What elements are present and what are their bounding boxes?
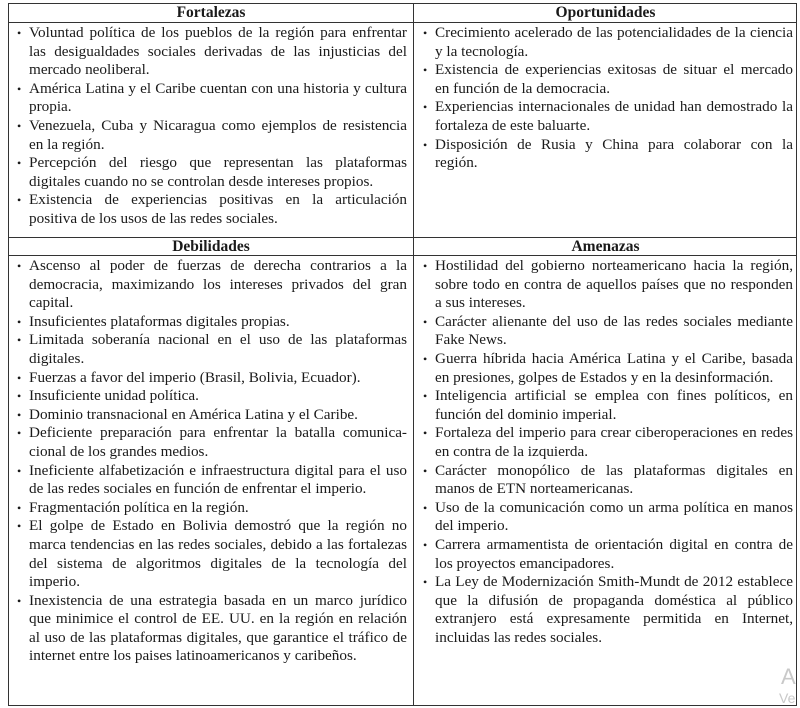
bullet-icon: • xyxy=(423,259,428,273)
swot-table xyxy=(8,3,797,706)
list-amenazas xyxy=(421,257,793,647)
list-item-text: Carácter monopólico de las plataformas digitales en manos de ETN norteamericanas. xyxy=(435,461,793,498)
list-item xyxy=(421,573,793,647)
bullet-icon: • xyxy=(17,81,22,96)
list-item-text: Carrera armamentista de orientación digital en contra de los proyectos emancipadores. xyxy=(435,535,793,572)
list-item-text: Crecimiento acelerado de las potencialidades de la ciencia y la tecnología. xyxy=(435,24,793,60)
bullet-icon: • xyxy=(423,389,428,404)
list-debilidades xyxy=(15,257,407,666)
bullet-icon: • xyxy=(17,118,22,133)
list-item xyxy=(15,499,407,518)
list-item-text: Inexistencia de una estrategia basada en un marco jurídico que minimice el control de EE. UU. en la región en relación al uso de las plataformas digitales, que garantice el tráfico de internet entre los paises latinoamericanos y caribeños. xyxy=(29,591,407,665)
list-item-text: Venezuela, Cuba y Nicaragua como ejemplos de resistencia en la región. xyxy=(29,116,407,153)
list-item-text: Voluntad política de los pueblos de la región para enfrentar las desigualdades sociales derivadas de las injusticias del mercado neoliberal. xyxy=(29,24,407,79)
list-item-text: Ineficiente alfabetización e infraestructura digital para el uso de las redes sociales en función de enfrentar el imperio. xyxy=(29,461,407,498)
list-item-text: Insuficiente unidad política. xyxy=(29,387,199,405)
bullet-icon: • xyxy=(423,63,428,78)
list-item xyxy=(421,387,793,424)
cell-debilidades xyxy=(15,257,407,666)
list-item xyxy=(15,154,407,191)
list-item xyxy=(15,387,407,406)
list-item-text: América Latina y el Caribe cuentan con una historia y cultura propia. xyxy=(29,79,407,116)
list-item-text: Ascenso al poder de fuerzas de derecha contrarios a la democracia, maximizando los intereses privados del gran capital. xyxy=(29,257,407,312)
list-item-text: Percepción del riesgo que representan las plataformas digitales cuando no se controlan desde intereses propios. xyxy=(29,154,407,190)
list-item xyxy=(421,136,793,173)
bullet-icon: • xyxy=(423,314,428,329)
list-item-text: El golpe de Estado en Bolivia demostró que la región no marca tendencias en las redes sociales, debido a las fortalezas del sistema de algoritmos digitales de la tecnología del imperio. xyxy=(29,517,407,591)
list-item-text: Hostilidad del gobierno norteamericano hacia la región, sobre todo en contra de aquellos países que no responden a sus intereses. xyxy=(435,257,793,312)
list-item xyxy=(421,350,793,387)
list-item xyxy=(15,24,407,80)
list-item-text: Existencia de experiencias positivas en la articulación positiva de los usos de las redes sociales. xyxy=(29,191,407,227)
header-oportunidades: Oportunidades xyxy=(555,4,656,21)
cell-amenazas xyxy=(421,257,793,647)
header-amenazas: Amenazas xyxy=(571,238,640,255)
list-item xyxy=(421,462,793,499)
bullet-icon: • xyxy=(423,100,428,115)
list-item xyxy=(15,369,407,388)
list-item xyxy=(15,517,407,591)
cell-fortalezas xyxy=(15,24,407,229)
bullet-icon: • xyxy=(17,259,22,273)
bullet-icon: • xyxy=(423,426,428,441)
bullet-icon: • xyxy=(17,593,22,608)
bullet-icon: • xyxy=(423,537,428,552)
bullet-icon: • xyxy=(17,333,22,348)
list-item-text: Fragmentación política en la región. xyxy=(29,498,249,516)
bullet-icon: • xyxy=(17,500,22,515)
list-fortalezas xyxy=(15,24,407,229)
list-item-text: Experiencias internacionales de unidad han demostrado la fortaleza de este baluarte. xyxy=(435,98,793,134)
list-item-text: Dominio transnacional en América Latina y el Caribe. xyxy=(29,405,358,423)
list-item xyxy=(421,98,793,135)
bullet-icon: • xyxy=(423,137,428,152)
list-item xyxy=(15,191,407,228)
list-item xyxy=(421,536,793,573)
list-item xyxy=(15,592,407,666)
list-item xyxy=(15,117,407,154)
bullet-icon: • xyxy=(17,314,22,329)
list-item-text: Existencia de experiencias exitosas de situar el mercado en función de la democracia. xyxy=(435,61,793,97)
bullet-icon: • xyxy=(423,500,428,515)
bullet-icon: • xyxy=(17,426,22,441)
bullet-icon: • xyxy=(17,370,22,385)
list-item xyxy=(15,462,407,499)
list-item xyxy=(15,313,407,332)
list-item xyxy=(15,331,407,368)
bullet-icon: • xyxy=(423,575,428,590)
bullet-icon: • xyxy=(423,463,428,478)
list-item-text: Fortaleza del imperio para crear ciberoperaciones en redes en contra de la izquierda. xyxy=(435,424,793,460)
list-item xyxy=(15,257,407,313)
list-item-text: Uso de la comunicación como un arma política en manos del imperio. xyxy=(435,498,793,535)
bullet-icon: • xyxy=(423,351,428,366)
list-item xyxy=(421,313,793,350)
list-item-text: Disposición de Rusia y China para colaborar con la región. xyxy=(435,135,793,172)
bullet-icon: • xyxy=(17,407,22,422)
list-item-text: Guerra híbrida hacia América Latina y el Caribe, basada en presiones, golpes de Estados y en la desinformación. xyxy=(435,349,793,386)
list-item xyxy=(421,257,793,313)
bullet-icon: • xyxy=(17,193,22,208)
bullet-icon: • xyxy=(17,26,22,40)
list-item xyxy=(421,24,793,61)
list-item-text: Carácter alienante del uso de las redes sociales mediante Fake News. xyxy=(435,312,793,349)
bullet-icon: • xyxy=(17,156,22,171)
bullet-icon: • xyxy=(17,389,22,404)
header-debilidades: Debilidades xyxy=(172,238,250,255)
bullet-icon: • xyxy=(17,463,22,478)
list-item-text: Inteligencia artificial se emplea con fines políticos, en función del dominio imperial. xyxy=(435,387,793,423)
header-fortalezas: Fortalezas xyxy=(176,4,246,21)
bullet-icon: • xyxy=(17,519,22,534)
header-divider-top xyxy=(9,22,796,23)
column-divider xyxy=(413,4,414,705)
list-oportunidades xyxy=(421,24,793,173)
cell-oportunidades xyxy=(421,24,793,173)
list-item xyxy=(15,424,407,461)
list-item-text: Fuerzas a favor del imperio (Brasil, Bolivia, Ecuador). xyxy=(29,368,361,386)
list-item xyxy=(421,499,793,536)
list-item xyxy=(421,61,793,98)
list-item xyxy=(15,80,407,117)
list-item-text: La Ley de Modernización Smith-Mundt de 2012 establece que la difusión de propaganda doméstica al público extranjero está expresamente permitida en Internet, incluidas las redes sociales. xyxy=(435,573,793,646)
list-item-text: Insuficientes plataformas digitales propias. xyxy=(29,312,290,330)
watermark-line-1: A xyxy=(781,664,796,689)
list-item-text: Limitada soberanía nacional en el uso de las plataformas digitales. xyxy=(29,331,407,367)
list-item xyxy=(421,424,793,461)
list-item xyxy=(15,406,407,425)
watermark-line-2: Ve xyxy=(779,690,796,706)
list-item-text: Deficiente preparación para enfrentar la batalla comunica-cional de los grandes medios. xyxy=(29,424,407,460)
bullet-icon: • xyxy=(423,26,428,40)
